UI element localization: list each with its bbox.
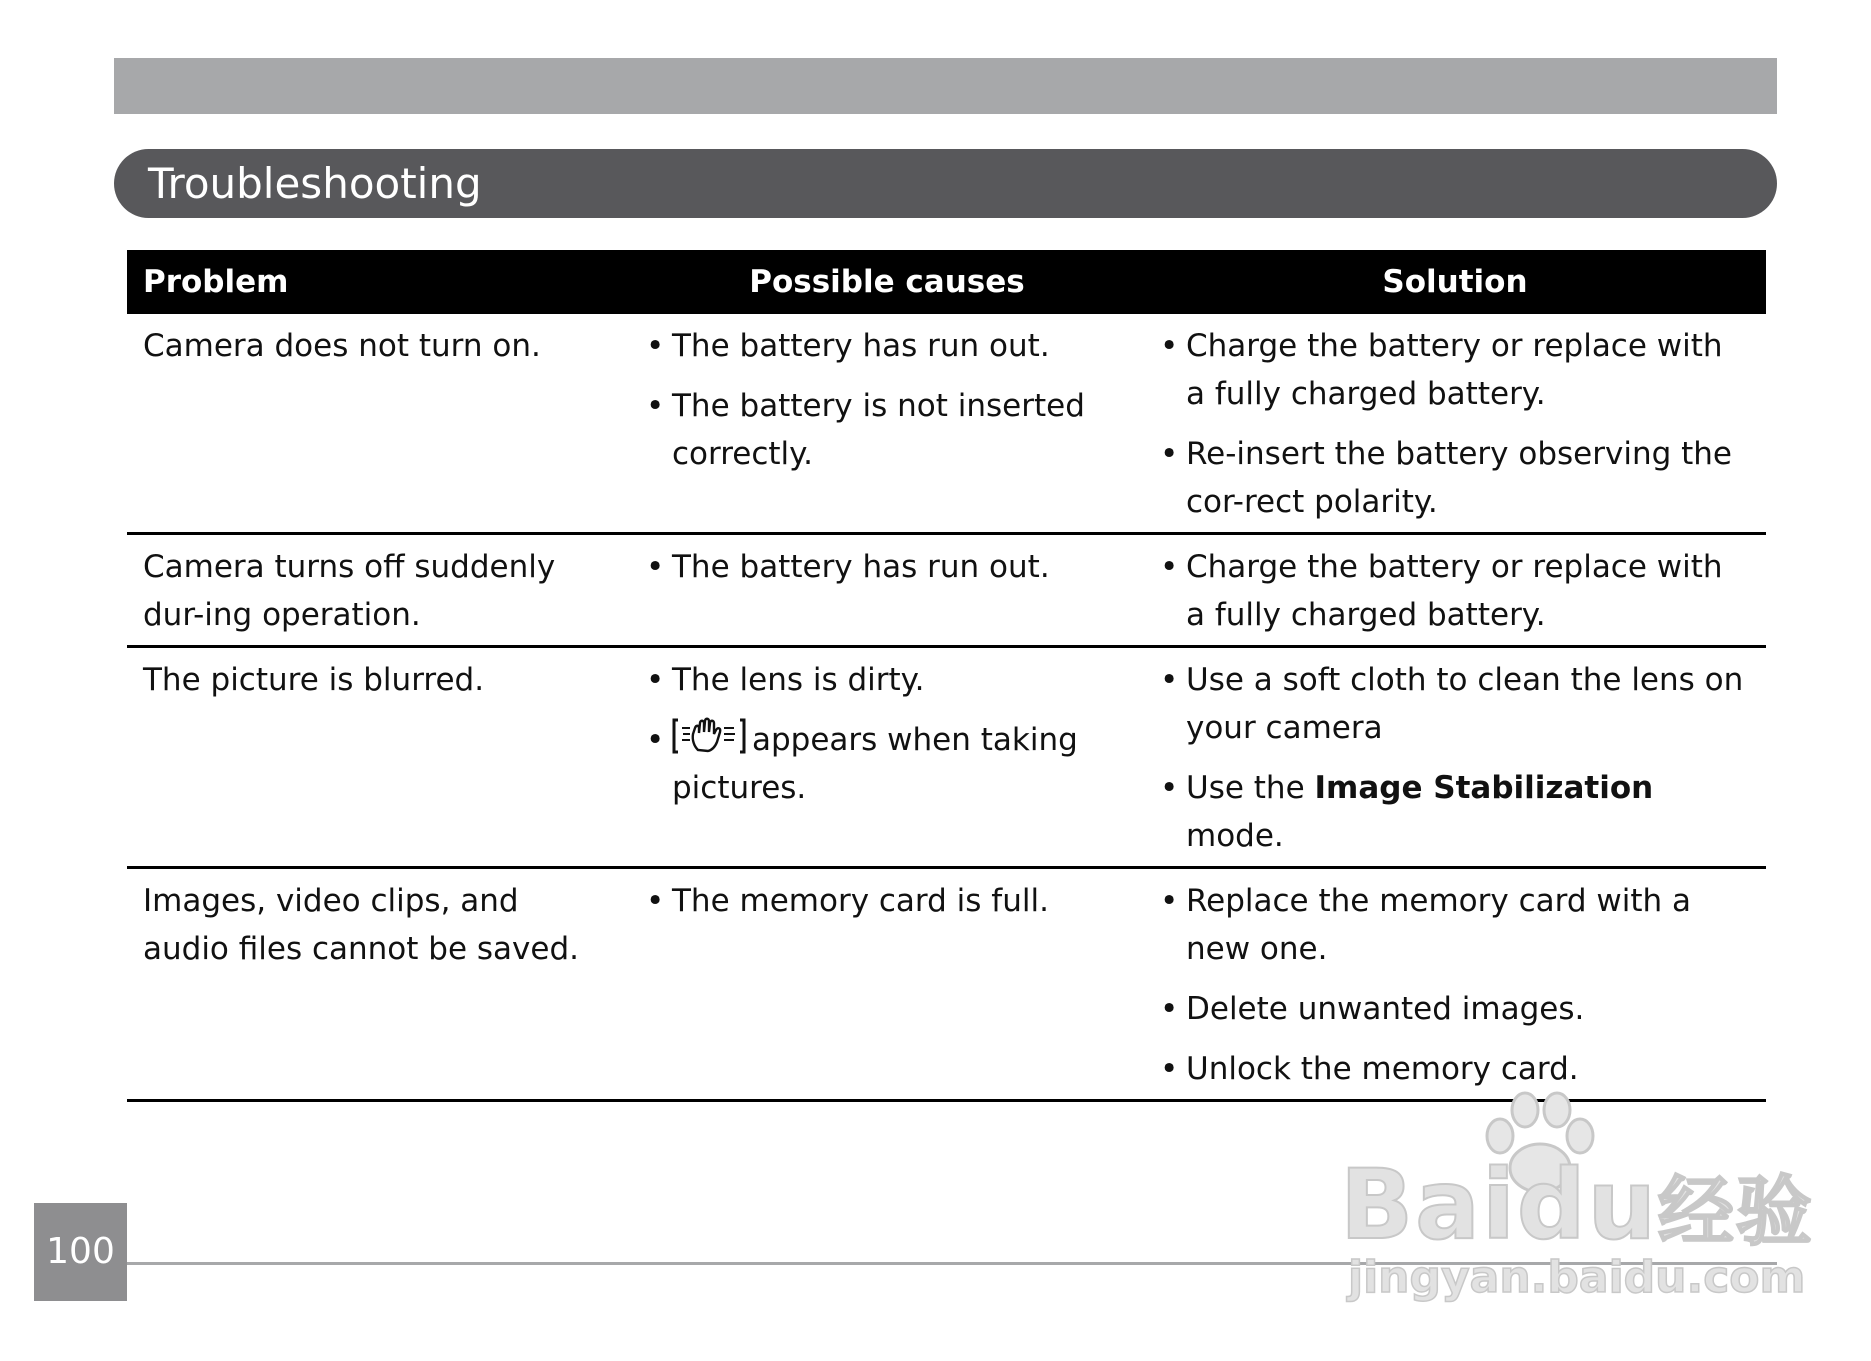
causes-cell [630,868,1144,1101]
troubleshooting-table [127,250,1766,1102]
solution-cell [1144,314,1766,534]
watermark-brand-suffix: du [1516,1149,1658,1261]
page-number: 100 [46,1231,115,1272]
solutions-list [1160,656,1750,860]
solution-cell [1144,534,1766,647]
solution-item: • Replace the memory card with a new one. [1160,877,1750,973]
watermark [1340,1090,1814,1310]
solution-text: Use the [1186,770,1305,806]
problem-cell: Camera does not turn on. [127,314,630,534]
solution-text: mode. [1186,818,1284,854]
table-row [127,868,1766,1101]
table-header-row [127,250,1766,314]
watermark-chinese: 经验 [1657,1167,1814,1256]
cause-item [646,716,1128,812]
problem-cell: The picture is blurred. [127,647,630,868]
solution-item: • Unlock the memory card. [1160,1045,1750,1093]
header-band [114,58,1777,114]
solution-item: • Charge the battery or replace with a fully charged battery. [1160,543,1750,639]
watermark-brand-text: Bai [1340,1149,1517,1261]
solutions-list [1160,877,1750,1093]
table-row [127,647,1766,868]
cause-item: • The battery has run out. [646,543,1128,591]
mode-name: Image Stabilization [1314,770,1654,806]
solution-item: • Use a soft cloth to clean the lens on your camera [1160,656,1750,752]
solution-item: • Re-insert the battery observing the cor-rect polarity. [1160,430,1750,526]
causes-list [646,543,1128,591]
column-header-causes: Possible causes [630,250,1144,314]
page-number-box [34,1203,127,1301]
cause-item: • The lens is dirty. [646,656,1128,704]
solution-item: • Delete unwanted images. [1160,985,1750,1033]
problem-cell: Camera turns off suddenly dur-ing operation. [127,534,630,647]
cause-item: • The battery is not inserted correctly. [646,382,1128,478]
causes-list [646,656,1128,812]
solution-cell [1144,868,1766,1101]
solution-item: • Charge the battery or replace with a fully charged battery. [1160,322,1750,418]
table-row [127,534,1766,647]
cause-item-text: appears when taking pictures. [672,722,1078,806]
causes-list [646,877,1128,925]
causes-cell [630,534,1144,647]
causes-list [646,322,1128,478]
table-row [127,314,1766,534]
column-header-solution: Solution [1144,250,1766,314]
solution-item [1160,764,1750,860]
problem-cell: Images, video clips, and audio files cannot be saved. [127,868,630,1101]
section-title: Troubleshooting [148,159,482,208]
causes-cell [630,647,1144,868]
solution-cell [1144,647,1766,868]
solutions-list [1160,322,1750,526]
watermark-url: jingyan.baidu.com [1348,1252,1806,1303]
solutions-list [1160,543,1750,639]
cause-item: • The memory card is full. [646,877,1128,925]
hand-shake-warning-icon [672,716,746,756]
causes-cell [630,314,1144,534]
cause-item: • The battery has run out. [646,322,1128,370]
column-header-problem: Problem [127,250,630,314]
section-title-bar [114,149,1777,218]
